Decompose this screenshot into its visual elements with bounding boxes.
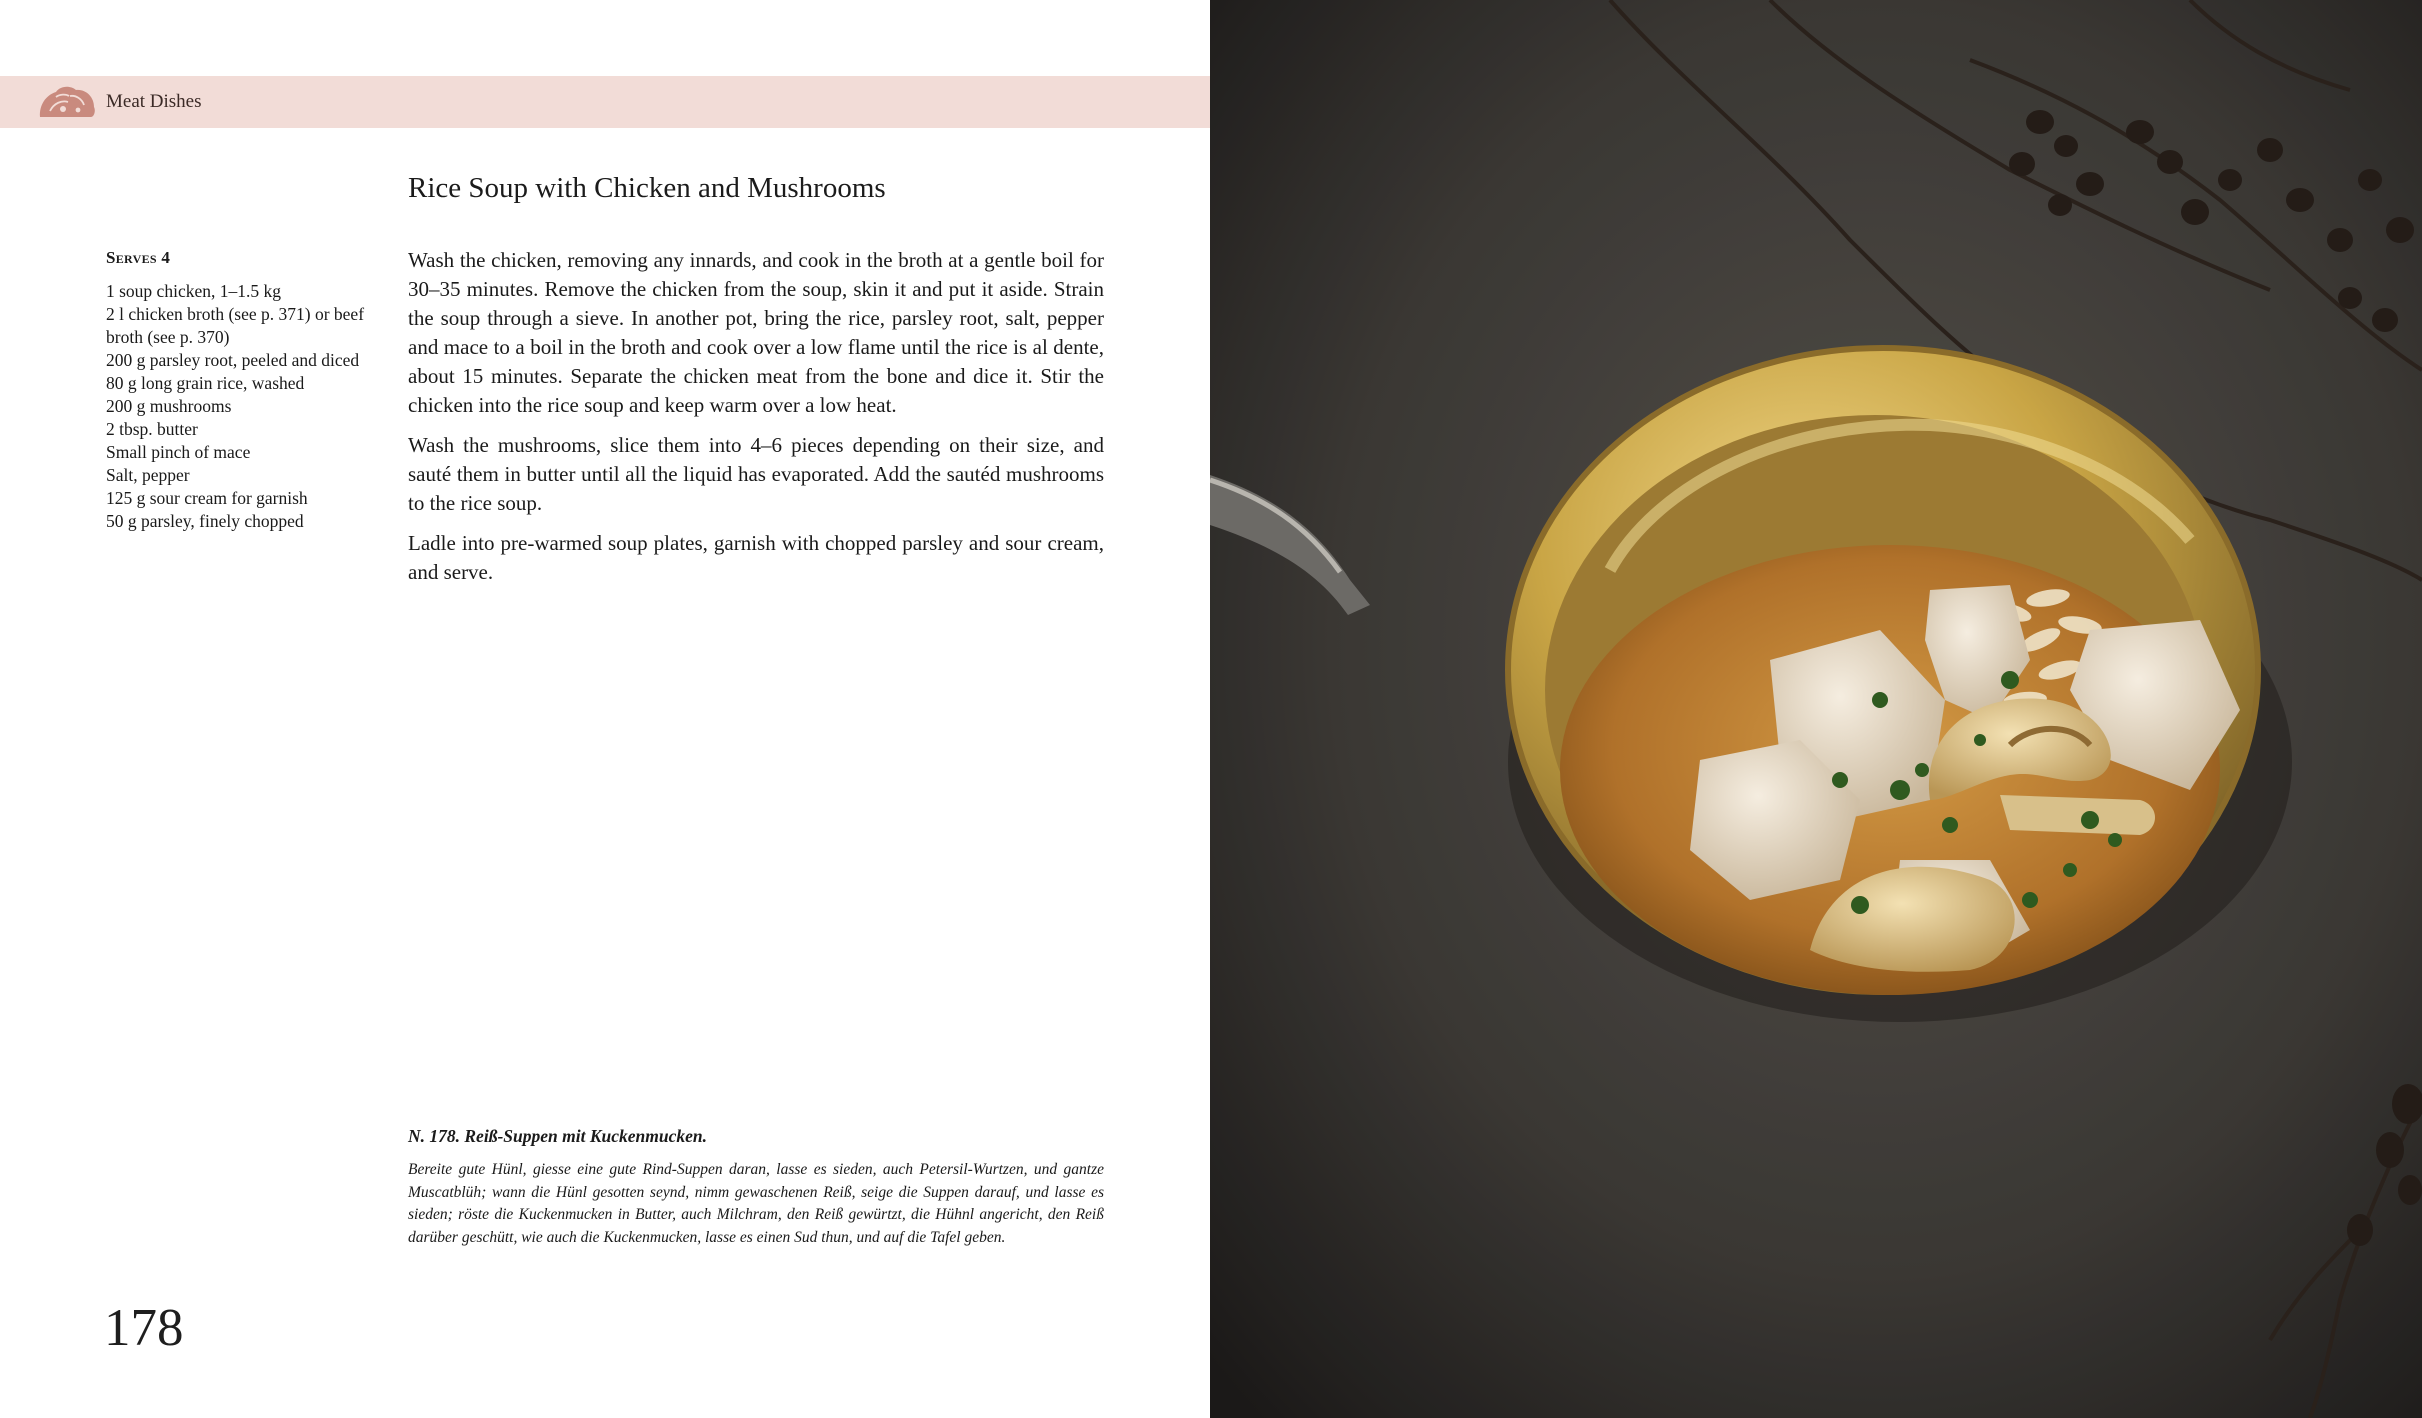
meat-icon: [36, 83, 98, 121]
ingredient-item: 2 l chicken broth (see p. 371) or beef broth (see p. 370): [106, 304, 365, 347]
chapter-title: Meat Dishes: [106, 91, 202, 112]
ingredient-item: 50 g parsley, finely chopped: [106, 511, 304, 531]
ingredient-item: 200 g mushrooms: [106, 396, 232, 416]
page-number: 178: [104, 1299, 184, 1357]
ingredient-item: Small pinch of mace: [106, 442, 251, 462]
ingredient-item: 125 g sour cream for garnish: [106, 488, 308, 508]
ingredients-panel: [106, 248, 378, 533]
method-paragraph: Wash the mushrooms, slice them into 4–6 pieces depending on their size, and sauté them in butter until all the liquid has evaporated. Add the sautéd mushrooms to the rice soup.: [408, 433, 1104, 515]
method-paragraph: Ladle into pre-warmed soup plates, garnish with chopped parsley and sour cream, and serve.: [408, 531, 1104, 584]
ingredient-item: 2 tbsp. butter: [106, 419, 198, 439]
left-page: [0, 0, 1210, 1418]
ingredient-item: 1 soup chicken, 1–1.5 kg: [106, 281, 281, 301]
ingredient-item: 80 g long grain rice, washed: [106, 373, 305, 393]
ingredient-item: Salt, pepper: [106, 465, 190, 485]
historic-recipe-text: Bereite gute Hünl, giesse eine gute Rind-Suppen daran, lasse es sieden, auch Petersil-Wurtzen, und gantze Muscatblüh; wann die Hünl gesotten seynd, nimm gewaschenen Reiß, seige die Suppen darauf, und lasse es sieden; röste die Kuckenmucken in Butter, auch Milchram, den Reiß gewürtzt, die Hühnl angericht, den Reiß darüber geschütt, wie auch die Kuckenmucken, lasse es einen Sud thun, und auf die Tafel geben.: [408, 1161, 1104, 1246]
serves-label: Serves 4: [106, 248, 171, 267]
ingredient-item: 200 g parsley root, peeled and diced: [106, 350, 360, 370]
method-text: [408, 246, 1104, 598]
soup-photo: [1210, 0, 2422, 1418]
recipe-title: Rice Soup with Chicken and Mushrooms: [408, 172, 886, 204]
chapter-header-band: [0, 76, 1210, 128]
soup-photo-illustration: [1210, 0, 2422, 1418]
historic-recipe-title: N. 178. Reiß-Suppen mit Kuckenmucken.: [408, 1126, 707, 1146]
method-paragraph: Wash the chicken, removing any innards, and cook in the broth at a gentle boil for 30–35 minutes. Remove the chicken from the soup, skin it and put it aside. Strain the soup through a sieve. In another pot, bring the rice, parsley root, salt, pepper and mace to a boil in the broth and cook over a low flame until the rice is al dente, about 15 minutes. Separate the chicken meat from the bone and dice it. Stir the chicken into the rice soup and keep warm over a low heat.: [408, 248, 1104, 417]
ingredient-list: [106, 280, 378, 533]
historic-recipe: [408, 1126, 1104, 1249]
